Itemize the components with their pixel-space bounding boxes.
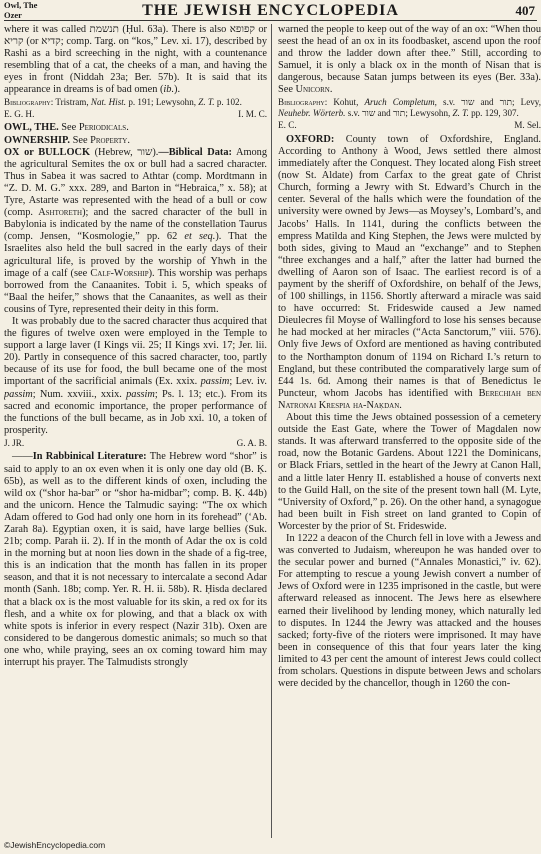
xref-calf-worship[interactable]: Calf-Worship	[90, 267, 149, 279]
site-copyright: ©JewishEncyclopedia.com	[4, 840, 106, 850]
owl-paragraph-continued: where it was called תנשמת (Ḥul. 63a). There is also קפופא or קריא (or קדיא; comp. Targ. on “kos,” Lev. xi. 17), described by Rashi as a bird screeching in the night, with a countenance resembling that of a cat, the cheeks of a man, and having the eyes in front (Niddah 23a; Ber. 57b). It is said that its appearance in dreams is of bad omen (ib.).	[4, 24, 267, 96]
ox-biblical-signature: J. JR. G. A. B.	[4, 437, 267, 448]
oxford-paragraph-1222: In 1222 a deacon of the Church fell in love with a Jewess and was converted to Judaism, whereupon he was handed over to the secular power and burned (“Annales Monastici,” iv. 62). For attempting to rescue a young Jewish convert a number of Jews of Oxford were in 1235 imprisoned in the castle, but were afterward released as innocent. The Jews here as elsewhere earned their livelihood by lending money, which naturally led to disputes. In 1244 the Jewry was attacked and the houses sacked; forty-five of the rioters were imprisoned. It may have been in consequence of this that four years later the king limited to 43 per cent the amount of interest Jews could collect from scholars. Questions in dispute between Jews and scholars were decided by the chancellor, though in 1260 the con-	[278, 532, 541, 690]
ox-bibliography: Bibliography: Kohut, Aruch Completum, s.v. שור and תור; Levy, Neuhebr. Wörterb. s.v. שור and תור; Lewysohn, Z. T. pp. 129, 307.	[278, 96, 541, 118]
xref-periodicals[interactable]: Periodicals	[78, 122, 127, 134]
header-rule	[4, 20, 537, 21]
running-header	[0, 0, 541, 22]
page-number: 407	[515, 3, 535, 18]
xref-berechiah[interactable]: Berechiah ben Natronai Krespia ha-Naḳdan	[278, 387, 541, 411]
header-first-entry: Owl, The	[4, 0, 38, 10]
header-last-entry: Ozer	[4, 9, 22, 20]
owl-bibliography: Bibliography: Tristram, Nat. Hist. p. 191; Lewysohn, Z. T. p. 102.	[4, 96, 242, 107]
xref-ashtoreth[interactable]: Ashtoreth	[38, 207, 83, 219]
left-column	[4, 24, 267, 839]
oxford-paragraph-cemetery: About this time the Jews obtained possession of a cemetery outside the East Gate, where the Tower of Magdalen now stands. It was afterward transferred to the opposite side of the road, now the Botanic Gardens. About 1221 the Dominicans, or Black Friars, settled in the heart of the Jewry at Canon Hall, and a little later Henry II. established a house of converts next to the Guild Hall, on the site of the present town hall (M. Lyte, “University of Oxford,” p. 26). On the other hand, a synagogue had been built in Fish street on land granted to Copin of Worcester by the prior of St. Frideswide.	[278, 412, 541, 532]
page-title: THE JEWISH ENCYCLOPEDIA	[142, 2, 399, 19]
ox-rabbinical-signature: E. C. M. Sel.	[278, 120, 541, 131]
ox-rabbinical-paragraph: ——In Rabbinical Literature: The Hebrew word “shor” is said to apply to an ox even when it is only one day old (B. Ḳ. 65b), as well as to the different kinds of oxen, including the wild ox (“shor ha-bar” or “shor ha-midbar”; comp. B. Ḳ. 44b) and the unicorn. Hence the Talmudic saying: “The ox which Adam offered to God had only one horn in its forehead” (‘Ab. Zarah 8a). Egyptian oxen, it is said, have large bellies (Suk. 21b; comp. Parah ii. 2). If in the month of Adar the ox is cold in the morning but at noon lies down in the shade of a fig-tree, this is an indication that the month has fallen in its proper season, and that it is not necessary to intercalate a second Adar month (Sanh. 18b; comp. Yer. R. H. ii. 58b). R. Ḥisda declared that a black ox is the most valuable for its skin, a red ox for its flesh, and a white ox for plowing, and that a black ox with white spots is inferior in every respect (Nazir 31b). Oxen are considered to be dangerous domestic animals; so much so that one who, while praying, sees an ox coming toward him may interrupt his prayer. The Talmudists strongly	[4, 451, 267, 668]
entry-oxford: OXFORD: County town of Oxfordshire, England. According to Anthony à Wood, Jews settled there almost immediately after the Conquest. They located along Fish street (now St. Aldate) from Carfax to the great gate of Christ Church, forming a Jewry with St. Edward’s Church in the center. Several of the halls which were the foundation of the university were owned by Jews—as Moysey’s, Lombard’s, and Jacobs’ Halls. In 1141, during the conflicts between the empress Matilda and King Stephen, the Jews were mulcted by both sides, giving to Maud an “exchange” and to Stephen “three exchanges and a half,” after the latter had burned the dwelling of Aaron son of Isaac. The earliest record is of a payment by the sheriff of Oxfordshire, on behalf of the Jews, of 100 shillings, in 1156. Shortly afterward a miracle was said to have occurred: St. Frideswide caused a Jew named Dieulecres fil Moyse of Wallingford to lose his senses because he had mocked at her miracles (“Acta Sanctorum,” viii. 576). Only five Jews of Oxford are mentioned as having contributed to the Northampton donum of 1194 on Richard I.’s return to England, but these contributed the comparatively large sum of £44 1s. 6d. Among their names is that of Benedictus le Puncteur, whom Jacobs has identified with Berechiah ben Natronai Krespia ha-Naḳdan.	[278, 133, 541, 411]
entry-ownership: OWNERSHIP. See Property.	[4, 134, 130, 146]
entry-owl-the: OWL, THE. See Periodicals.	[4, 122, 129, 134]
xref-property[interactable]: Property	[90, 134, 128, 146]
entry-ox-biblical: OX or BULLOCK (Hebrew, שור).—Biblical Data: Among the agricultural Semites the ox or bull had a sacred character. Thus in Sabea it was sacred to Athtar (comp. Mordtmann in “Z. D. M. G.” xxx. 289, and Barton in “Hebraica,” x. 58); at Tyre, Astarte was represented with the head of a bull or cow (comp. Ashtoreth); and the sacred character of the bull in Babylonia is indicated by the name of the constellation Taurus (comp. Jensen, “Kosmologie,” pp. 62 et seq.). That the Israelites also held the bull sacred in the early days of their agricultural life, is proved by the worship of Yhwh in the image of a calf (see Calf-Worship). This worship was perhaps borrowed from the Canaanites. Tobit i. 5, which speaks of “Baal the heifer,” shows that the Canaanites, as well as their cousins of Tyre, represented their deity in this form.	[4, 146, 267, 315]
xref-unicorn[interactable]: Unicorn	[295, 84, 330, 96]
column-divider	[271, 24, 272, 838]
ox-paragraph-sacrifice: It was probably due to the sacred character thus acquired that the figures of twelve oxen were employed in the Temple to support a large laver (I Kings vii. 25; II Kings xvi. 17; Jer. lii. 20). Partly in consequence of this sacred character, too, partly because of its use for food, the bull became one of the most important of the sacrificial animals (Ex. xxix. passim; Lev. iv. passim; Num. xxviii., xxix. passim; Ps. l. 13; etc.). From its sacred and economic importance, the proper performance of the functions of the bull became, as in Job xxi. 10, a token of prosperity.	[4, 315, 267, 436]
right-column	[278, 24, 541, 839]
owl-signature: E. G. H. I. M. C.	[4, 108, 267, 119]
ox-rabbinical-continued: warned the people to keep out of the way of an ox: “When thou seest the head of an ox in its foodbasket, ascend upon the roof and throw the ladder down after thee.” Still, according to Samuel, it is only a black ox in the month of Nisan that is dangerous, because Satan jumps between its eyes (Ber. 33a). See Unicorn.	[278, 24, 541, 96]
